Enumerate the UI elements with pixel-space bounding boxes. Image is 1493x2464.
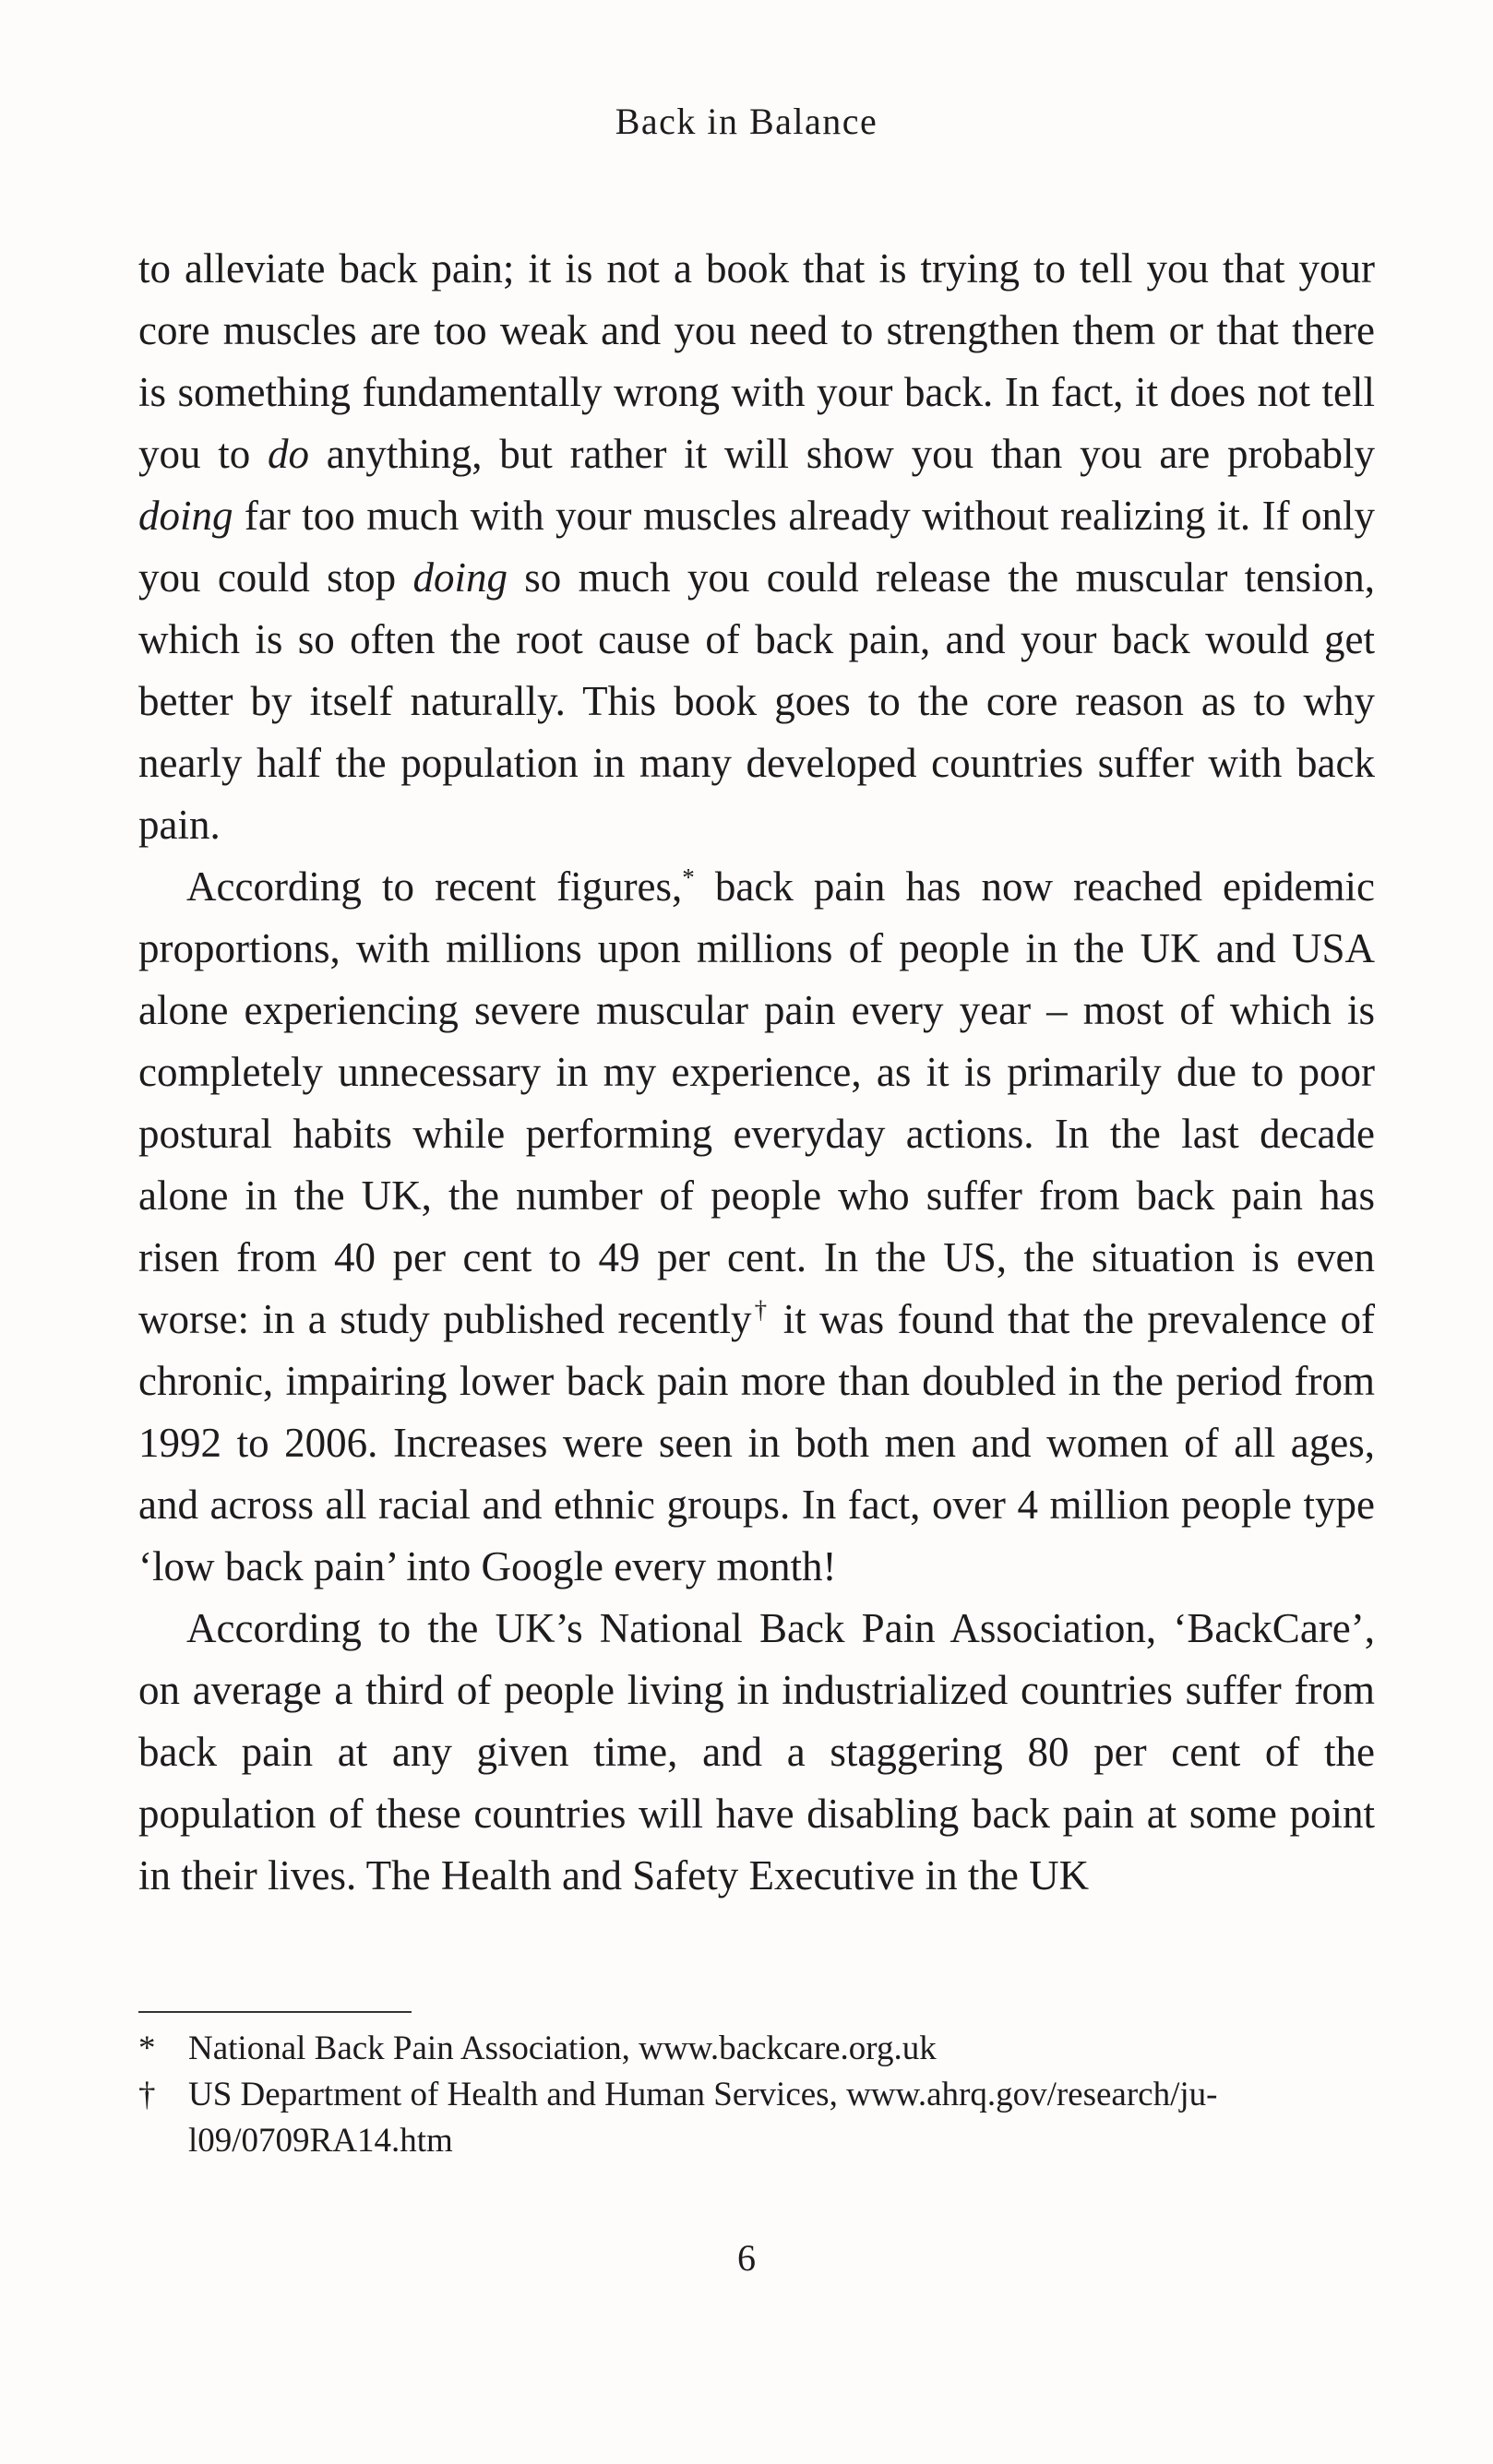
emphasis-doing-1: doing [138,493,233,539]
paragraph-1 [138,238,1375,856]
paragraph-1-text-c: far too much with your muscles already without realizing it. If only you could stop [138,493,1375,601]
paragraph-3: According to the UK’s National Back Pain Association, ‘BackCare’, on average a third of people living in industrialized countries suffer from back pain at any given time, and a staggering 80 per cent of the population of these countries will have disabling back pain at some point in their lives. The Health and Safety Executive in the UK [138,1605,1375,1899]
footnote-item [138,2026,1375,2072]
footnote-text: National Back Pain Association, www.backcare.org.uk [188,2030,937,2067]
running-head: Back in Balance [615,101,878,142]
page-number: 6 [737,2237,756,2279]
footnote-ref-asterisk: * [682,863,695,891]
footnote-item [138,2072,1375,2164]
emphasis-doing-2: doing [412,554,508,601]
paragraph-2-text-c: it was found that the prevalence of chronic, impairing lower back pain more than doubled in the period from 1992 to 2006. Increases were seen in both men and women of all ages, and across all racial and ethnic groups. In fact, over 4 million people type ‘low back pain’ into Google every month! [138,1296,1376,1589]
footnotes [138,2026,1375,2164]
footnote-ref-dagger: † [751,1296,770,1324]
paragraph-1-text-a: to alleviate back pain; it is not a book that is trying to tell you that your core muscles are too weak and you need to strengthen them or that there is something fundamentally wrong with your back. In fact, it does not tell you to [138,245,1375,477]
paragraph-2-text-b: back pain has now reached epidemic proportions, with millions upon millions of people in the UK and USA alone experiencing severe muscular pain every year – most of which is completely unnecessary in my experience, as it is primarily due to poor postural habits while performing everyday actions. In the last decade alone in the UK, the number of people who suffer from back pain has risen from 40 per cent to 49 per cent. In the US, the situation is even worse: in a study published recently [138,863,1375,1342]
paragraph-1-text-b: anything, but rather it will show you than you are probably [309,431,1375,477]
footnote-mark: * [138,2030,156,2067]
emphasis-do: do [268,431,310,477]
footnote-text: US Department of Health and Human Services, www.ahrq.gov/research/ju-l09/0709RA14.htm [188,2076,1218,2160]
paragraph-2 [138,856,1375,1598]
body-text [138,238,1375,1907]
paragraph-1-text-d: so much you could release the muscular tension, which is so often the root cause of back pain, and your back would get better by itself naturally. This book goes to the core reason as to why nearly half the population in many developed countries suffer with back pain. [138,554,1375,848]
paragraph-2-text-a: According to recent figures, [186,863,683,910]
footnote-divider [138,2011,412,2013]
footnote-mark: † [138,2076,156,2113]
